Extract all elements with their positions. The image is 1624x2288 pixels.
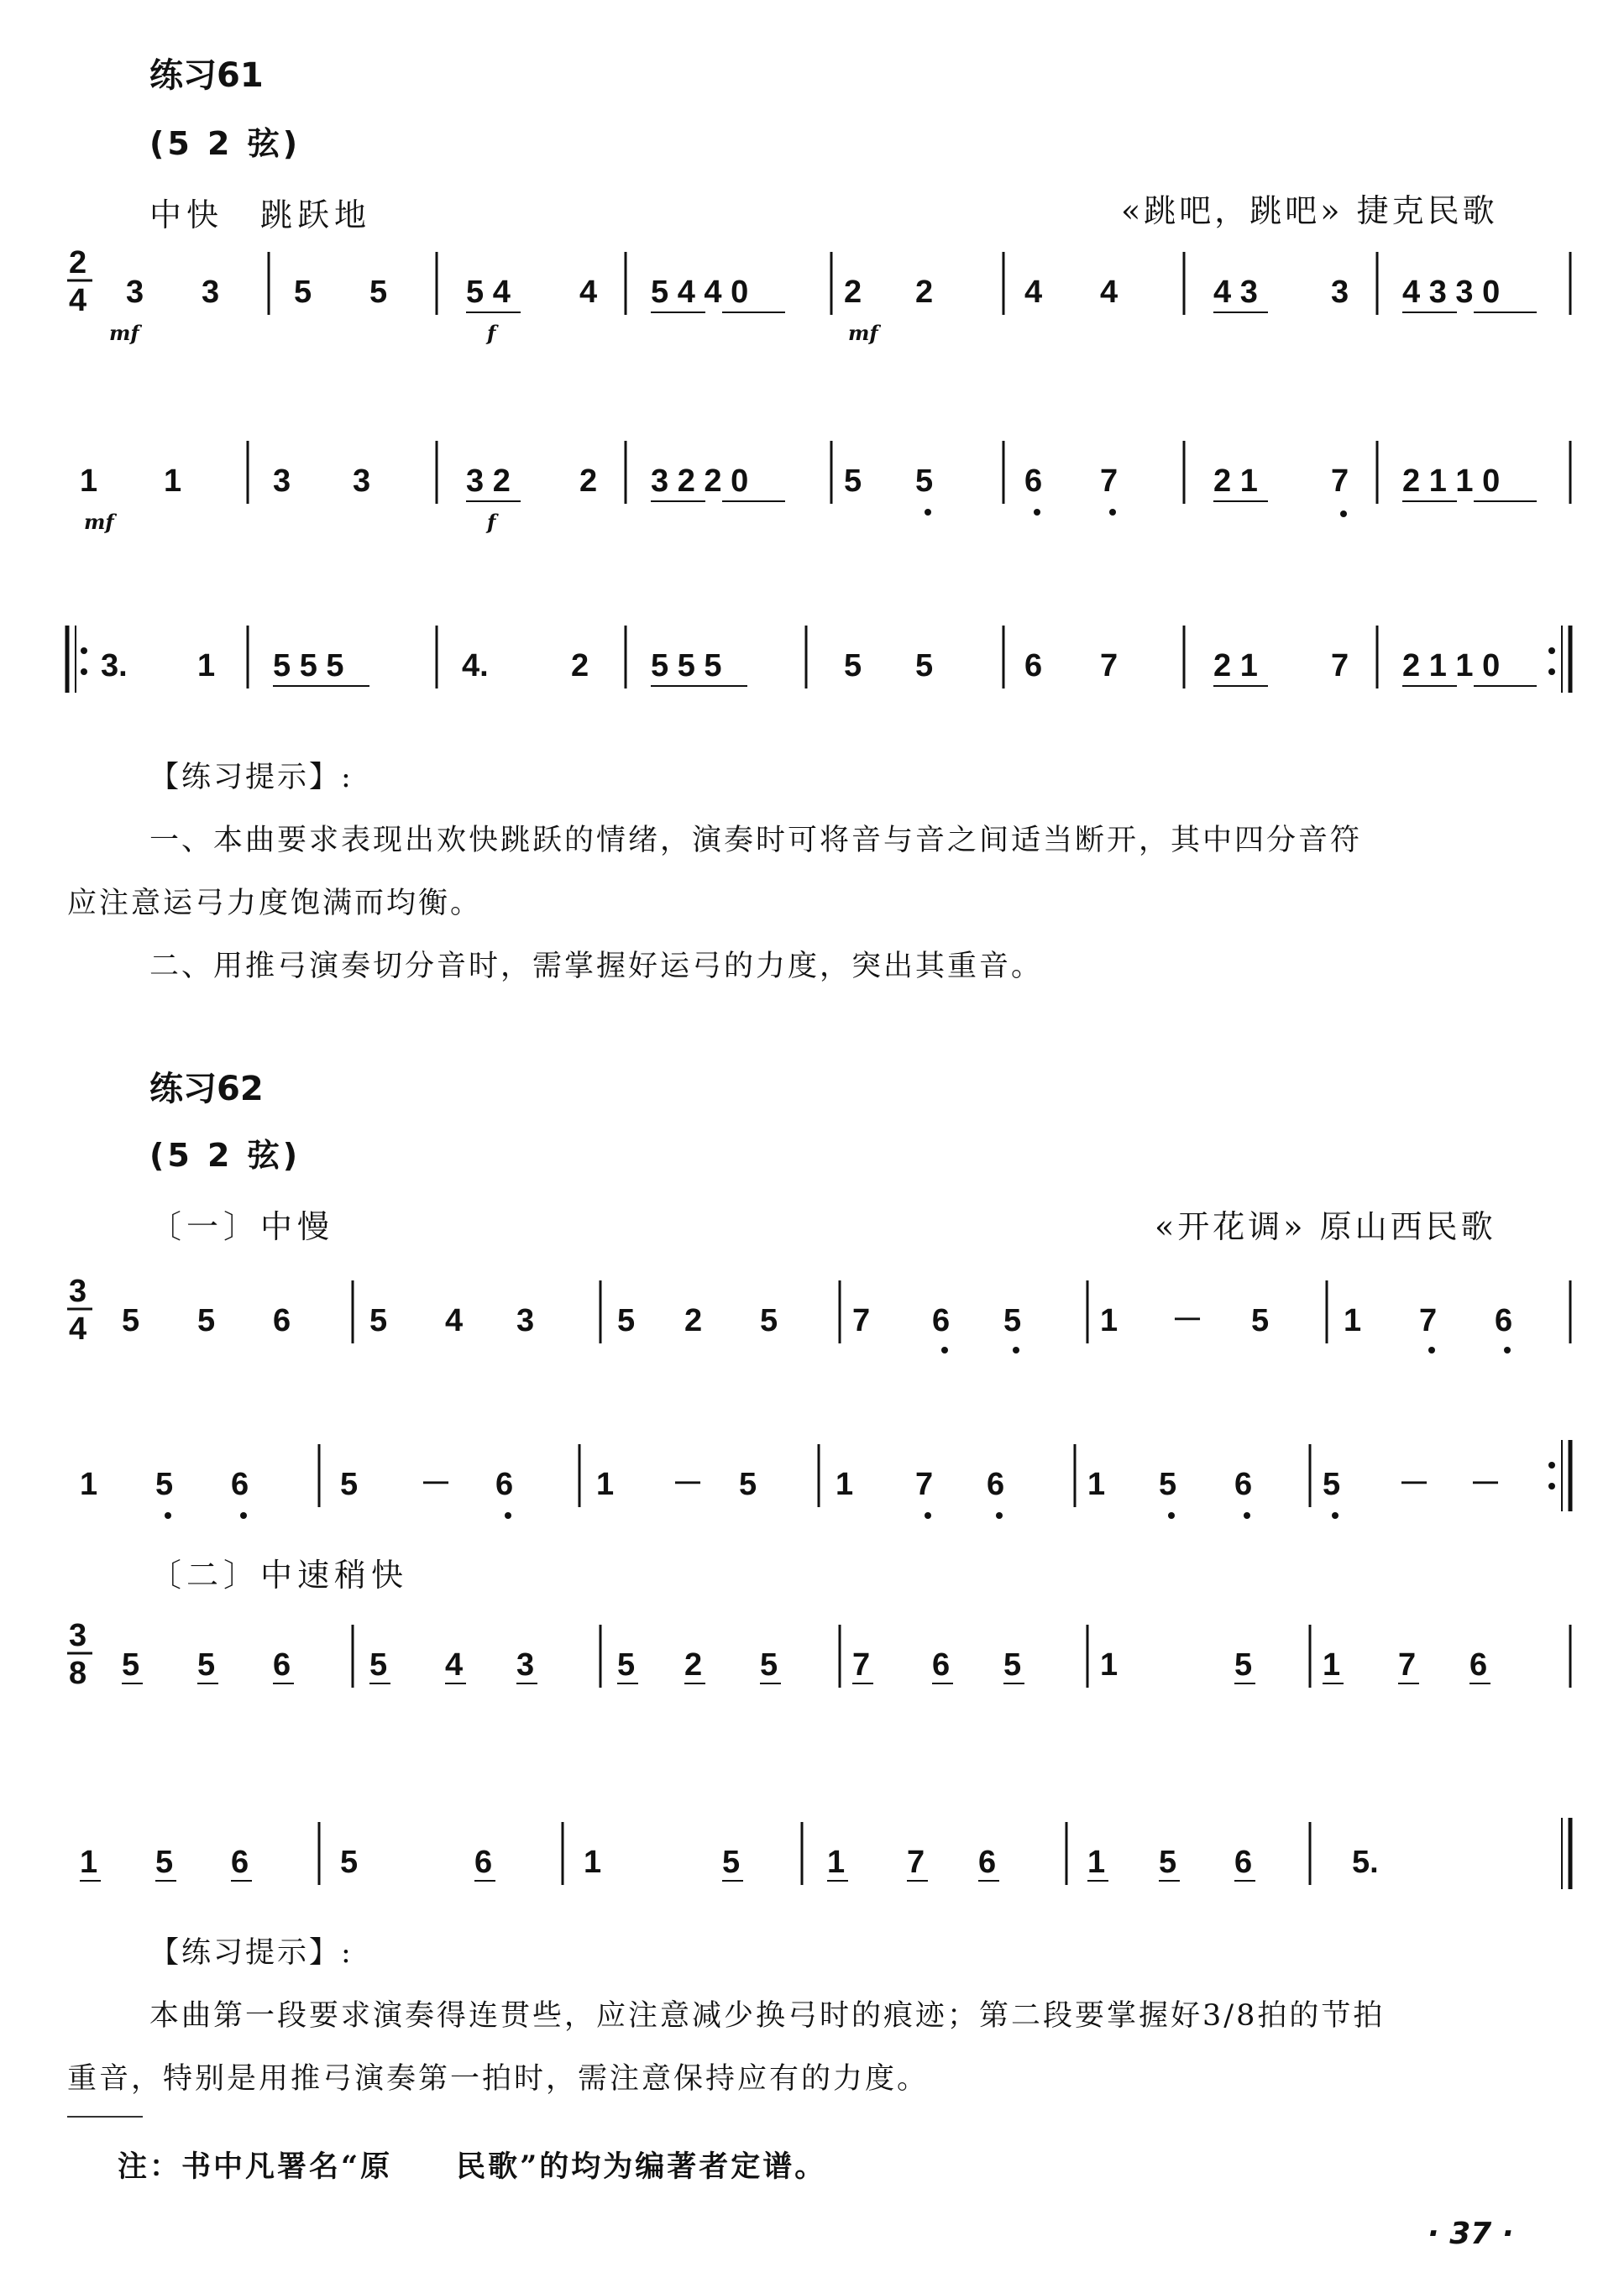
measure-12: 3 2 2 0 [651,463,749,499]
svg-text:6: 6 [495,1467,514,1502]
exercise-61-strings: (5 2 弦) [149,125,301,162]
svg-text:1: 1 [827,1845,846,1880]
exercise-62-strings: (5 2 弦) [149,1137,301,1174]
measure-7: 4 3 [1213,275,1258,310]
measure-2: 5 [294,275,312,310]
svg-text:1: 1 [80,1467,98,1502]
measure-3b: 4 [579,275,598,310]
measure-22b: 7 [1100,648,1118,683]
svg-text:6: 6 [273,1647,291,1683]
exercise-61-tips-heading: 【练习提示】: [149,761,354,794]
svg-text:6: 6 [1469,1647,1488,1683]
svg-text:5: 5 [1323,1467,1341,1502]
measure-10: 3 [273,463,291,499]
time-signature [67,245,92,318]
dynamic-4: mf [84,510,114,534]
time-sig-den: 4 [69,283,87,318]
svg-text:7: 7 [1419,1303,1438,1338]
svg-text:－: － [672,1467,705,1502]
measure-8: 4 3 3 0 [1402,275,1501,310]
svg-text:5: 5 [369,1303,388,1338]
svg-text:5: 5 [197,1303,216,1338]
measure-24: 2 1 1 0 [1402,648,1501,683]
exercise-62-section-2: 〔二〕中速稍快 [149,1557,409,1594]
measure-23b: 7 [1331,648,1349,683]
svg-text:5: 5 [1159,1845,1177,1880]
staff-row-2 [80,441,1570,534]
measure-20: 5 5 5 [651,648,722,683]
svg-text:2: 2 [684,1303,703,1338]
measure-2b: 5 [369,275,388,310]
svg-text:6: 6 [1495,1303,1513,1338]
svg-text:－: － [1469,1467,1502,1502]
svg-text:－: － [1398,1467,1431,1502]
measure-13b: 5 [915,463,934,499]
svg-text:7: 7 [907,1845,925,1880]
exercise-61-notation [0,0,1624,756]
exercise-62-section-1: 〔一〕中慢 [149,1208,335,1245]
svg-text:7: 7 [1398,1647,1417,1683]
svg-text:4: 4 [445,1647,464,1683]
exercise-61-source: «跳吧，跳吧» 捷克民歌 [1121,192,1498,229]
measure-21b: 5 [915,648,934,683]
svg-text:5: 5 [340,1467,359,1502]
exercise-62-tip-2: 重音，特别是用推弓演奏第一拍时，需注意保持应有的力度。 [67,2062,930,2096]
measure-13: 5 [844,463,862,499]
measure-14b: 7 [1100,463,1118,499]
svg-text:5: 5 [122,1647,140,1683]
measure-17b: 1 [197,648,216,683]
measure-11b: 2 [579,463,598,499]
measure-18: 5 5 5 [273,648,344,683]
svg-text:6: 6 [231,1845,249,1880]
exercise-61-tip-1: 一、本曲要求表现出欢快跳跃的情绪，演奏时可将音与音之间适当断开，其中四分音符 [149,824,1363,857]
measure-6: 4 [1024,275,1043,310]
svg-text:7: 7 [852,1303,871,1338]
measure-19b: 2 [571,648,589,683]
measure-5: 2 [844,275,862,310]
svg-text:5: 5 [340,1845,359,1880]
svg-text:5: 5 [739,1467,757,1502]
svg-text:6: 6 [987,1467,1005,1502]
svg-text:1: 1 [1344,1303,1362,1338]
measure-4: 5 4 4 0 [651,275,749,310]
svg-text:6: 6 [231,1467,249,1502]
footnote-rule [67,2116,143,2118]
measure-14: 6 [1024,463,1043,499]
exercise-62-tips-heading: 【练习提示】: [149,1936,354,1970]
measure-1b: 3 [202,275,220,310]
svg-text:1: 1 [836,1467,854,1502]
dynamic-1: mf [109,321,139,345]
svg-text:6: 6 [932,1303,951,1338]
time-sig-num: 2 [69,245,87,280]
svg-text:5.: 5. [1352,1845,1379,1880]
measure-11: 3 2 [466,463,511,499]
svg-text:5: 5 [760,1303,778,1338]
svg-text:3: 3 [516,1647,535,1683]
dynamic-3: mf [848,321,878,345]
dynamic-2: f [487,321,496,345]
measure-17: 3. [101,648,128,683]
svg-text:5: 5 [1234,1647,1253,1683]
svg-text:5: 5 [1159,1467,1177,1502]
svg-text:1: 1 [596,1467,615,1502]
svg-text:－: － [420,1467,453,1502]
exercise-61-tip-1-cont: 应注意运弓力度饱满而均衡。 [67,887,483,920]
measure-5b: 2 [915,275,934,310]
svg-text:3: 3 [69,1618,87,1653]
measure-15: 2 1 [1213,463,1258,499]
exercise-61-tempo: 中快 跳跃地 [149,196,372,233]
svg-text:6: 6 [932,1647,951,1683]
footnote: 注：书中凡署名“原 民歌”的均为编著者定谱。 [118,2149,827,2184]
svg-text:7: 7 [852,1647,871,1683]
svg-text:5: 5 [1003,1303,1022,1338]
measure-23: 2 1 [1213,648,1258,683]
svg-text:6: 6 [978,1845,997,1880]
measure-21: 5 [844,648,862,683]
exercise-62-title: 练习62 [149,1070,264,1108]
measure-9: 1 [80,463,98,499]
svg-text:7: 7 [915,1467,934,1502]
svg-text:6: 6 [1234,1845,1253,1880]
measure-19: 4. [462,648,489,683]
page-number: · 37 · [1428,2217,1514,2251]
svg-text:－: － [1171,1303,1204,1338]
measure-22: 6 [1024,648,1043,683]
exercise-61-tip-2: 二、用推弓演奏切分音时，需掌握好运弓的力度，突出其重音。 [149,950,1044,983]
svg-text:6: 6 [1234,1467,1253,1502]
svg-text:2: 2 [684,1647,703,1683]
svg-text:1: 1 [1087,1467,1106,1502]
measure-6b: 4 [1100,275,1118,310]
time-sig-den: 4 [69,1312,87,1347]
exercise-62-tip-1: 本曲第一段要求演奏得连贯些，应注意减少换弓时的痕迹；第二段要掌握好3/8拍的节拍 [149,1999,1386,2033]
measure-7b: 3 [1331,275,1349,310]
svg-text:5: 5 [1251,1303,1270,1338]
measure-15b: 7 [1331,463,1349,499]
measure-9b: 1 [164,463,182,499]
svg-text:5: 5 [155,1467,174,1502]
svg-text:1: 1 [1100,1647,1118,1683]
time-sig-num: 3 [69,1274,87,1309]
svg-text:1: 1 [1087,1845,1106,1880]
svg-text:1: 1 [1100,1303,1118,1338]
svg-text:5: 5 [617,1303,636,1338]
staff-row-3 [67,626,1570,693]
svg-text:1: 1 [584,1845,602,1880]
svg-text:5: 5 [122,1303,140,1338]
svg-text:5: 5 [760,1647,778,1683]
svg-text:6: 6 [273,1303,291,1338]
svg-text:8: 8 [69,1656,87,1691]
svg-text:1: 1 [1323,1647,1341,1683]
measure-3: 5 4 [466,275,511,310]
svg-text:1: 1 [80,1845,98,1880]
svg-text:5: 5 [617,1647,636,1683]
svg-text:3: 3 [516,1303,535,1338]
measure-16: 2 1 1 0 [1402,463,1501,499]
svg-text:5: 5 [155,1845,174,1880]
measure-10b: 3 [353,463,371,499]
staff-row-1 [109,252,1570,345]
dynamic-5: f [487,510,496,534]
exercise-61-title: 练习61 [149,56,264,95]
measure-1: 3 [126,275,144,310]
svg-text:5: 5 [1003,1647,1022,1683]
exercise-62-source: «开花调» 原山西民歌 [1155,1208,1496,1245]
svg-text:5: 5 [197,1647,216,1683]
svg-text:6: 6 [474,1845,493,1880]
svg-text:5: 5 [369,1647,388,1683]
svg-text:5: 5 [722,1845,741,1880]
svg-text:4: 4 [445,1303,464,1338]
